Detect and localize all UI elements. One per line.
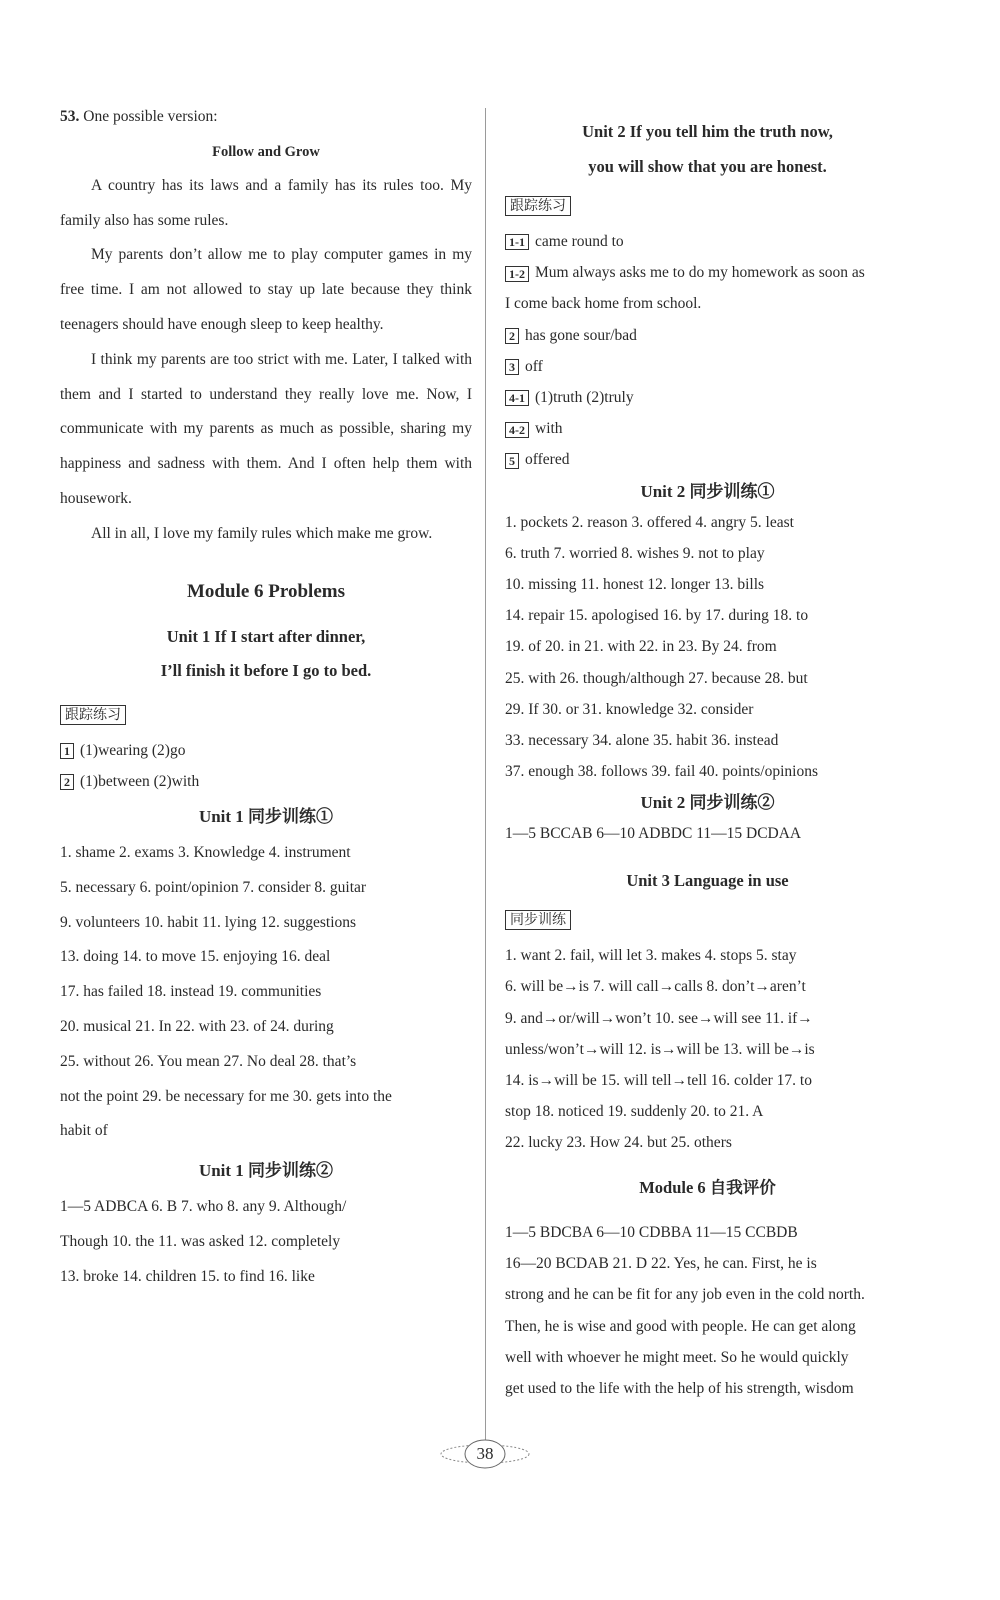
answer-line: 10. missing 11. honest 12. longer 13. bills <box>505 576 765 594</box>
answer-line: 25. without 26. You mean 27. No deal 28. that’s <box>60 1052 357 1070</box>
answer-line: 19. of 20. in 21. with 22. in 23. By 24. from <box>505 638 777 656</box>
answer-block <box>505 507 910 788</box>
essay-paragraph: A country has its laws and a family has its rules too. My family also has some rules. <box>60 176 472 229</box>
answer-line: 1 (1)wearing (2)go <box>60 735 472 766</box>
answer-line: get used to the life with the help of his strength, wisdom <box>505 1380 854 1398</box>
answer-line: 1. shame 2. exams 3. Knowledge 4. instrument <box>60 843 351 861</box>
item-box: 5 <box>505 453 519 469</box>
answer-line: Though 10. the 11. was asked 12. completely <box>60 1232 341 1250</box>
answer-line: 14. is→will be 15. will tell→tell 16. colder 17. to <box>505 1071 812 1089</box>
answer-line: 9. and→or/will→won’t 10. see→will see 11. if→ <box>505 1009 813 1027</box>
answer-line: 6. truth 7. worried 8. wishes 9. not to play <box>505 544 765 562</box>
item-box: 1-2 <box>505 266 529 282</box>
track-practice-tag: 跟踪练习 <box>60 705 126 725</box>
answer-block <box>60 836 472 1149</box>
item-box: 4-1 <box>505 390 529 406</box>
answer-line: 25. with 26. though/although 27. because 28. but <box>505 669 808 687</box>
right-column <box>505 115 910 1404</box>
unit-title: Unit 3 Language in use <box>626 870 789 890</box>
answer-line: 17. has failed 18. instead 19. communities <box>60 983 322 1001</box>
answer-line: 20. musical 21. In 22. with 23. of 24. during <box>60 1017 334 1035</box>
section-title: Unit 1 同步训练① <box>198 806 334 826</box>
answer-line: 1-2 Mum always asks me to do my homework as soon as <box>505 257 910 288</box>
page-number-text: 38 <box>476 1444 494 1463</box>
answer-line: 1—5 BCCAB 6—10 ADBDC 11—15 DCDAA <box>505 825 802 843</box>
unit-title: you will show that you are honest. <box>588 156 827 176</box>
answer-line: 13. broke 14. children 15. to find 16. like <box>60 1267 315 1285</box>
left-column <box>60 100 472 1295</box>
answer-line: 2 (1)between (2)with <box>60 766 472 797</box>
answer-line: I come back home from school. <box>505 295 702 313</box>
answer-line: 33. necessary 34. alone 35. habit 36. instead <box>505 732 779 750</box>
answer-block <box>60 1190 472 1294</box>
essay-paragraph: I think my parents are too strict with me. Later, I talked with them and I started to understand they really love me. Now, I communicate with my parents as much as possible, sharing my happiness and sadness with them. And I often help them with housework. <box>60 350 472 507</box>
page-number <box>440 1437 530 1471</box>
answer-line: unless/won’t→will 12. is→will be 13. will be→is <box>505 1040 815 1058</box>
item-box: 2 <box>60 774 74 790</box>
answer-line: 2 has gone sour/bad <box>505 320 910 351</box>
answer-line: not the point 29. be necessary for me 30. gets into the <box>60 1087 392 1105</box>
unit-title: Unit 1 If I start after dinner, <box>166 626 366 646</box>
question-53 <box>60 100 472 135</box>
sync-training-tag: 同步训练 <box>505 910 571 930</box>
question-number: 53. <box>60 108 80 125</box>
answer-line: 6. will be→is 7. will call→calls 8. don’t→aren’t <box>505 978 806 996</box>
track-practice-tag: 跟踪练习 <box>505 196 571 216</box>
answer-line: strong and he can be fit for any job even in the cold north. <box>505 1286 865 1304</box>
item-box: 2 <box>505 328 519 344</box>
essay-paragraph: All in all, I love my family rules which make me grow. <box>91 524 433 542</box>
answer-line: 3 off <box>505 351 910 382</box>
answer-line: 1-1 came round to <box>505 226 910 257</box>
answer-block <box>505 940 910 1158</box>
answer-line: 16—20 BCDAB 21. D 22. Yes, he can. First, he is <box>505 1255 817 1273</box>
essay-paragraph: My parents don’t allow me to play computer games in my free time. I am not allowed to stay up late because they think teenagers should have enough sleep to keep healthy. <box>60 246 472 333</box>
question-intro: One possible version: <box>83 108 218 125</box>
answer-block <box>505 1217 910 1404</box>
answer-line: 29. If 30. or 31. knowledge 32. consider <box>505 700 754 718</box>
answer-line: 1—5 BDCBA 6—10 CDBBA 11—15 CCBDB <box>505 1224 798 1242</box>
answer-line: Then, he is wise and good with people. He can get along <box>505 1317 856 1335</box>
item-box: 1-1 <box>505 234 529 250</box>
essay-title: Follow and Grow <box>212 143 320 160</box>
answer-line: habit of <box>60 1122 108 1140</box>
answer-line: 4-1 (1)truth (2)truly <box>505 382 910 413</box>
self-evaluation-title: Module 6 自我评价 <box>639 1177 776 1197</box>
answer-line: 14. repair 15. apologised 16. by 17. during 18. to <box>505 607 809 625</box>
item-box: 4-2 <box>505 422 529 438</box>
answer-line: 1—5 ADBCA 6. B 7. who 8. any 9. Although/ <box>60 1198 347 1216</box>
column-divider <box>485 108 486 1453</box>
unit-title: Unit 2 If you tell him the truth now, <box>582 122 833 141</box>
section-title: Unit 1 同步训练② <box>198 1161 334 1181</box>
item-box: 1 <box>60 743 74 759</box>
answer-line: 22. lucky 23. How 24. but 25. others <box>505 1134 732 1152</box>
answer-line: well with whoever he might meet. So he would quickly <box>505 1348 849 1366</box>
answer-line: 1. pockets 2. reason 3. offered 4. angry 5. least <box>505 513 794 531</box>
answer-line: 13. doing 14. to move 15. enjoying 16. deal <box>60 948 331 966</box>
answer-line: stop 18. noticed 19. suddenly 20. to 21. A <box>505 1103 764 1121</box>
answer-line: 5 offered <box>505 444 910 475</box>
answer-line: 9. volunteers 10. habit 11. lying 12. suggestions <box>60 913 357 931</box>
item-box: 3 <box>505 359 519 375</box>
answer-line: 1. want 2. fail, will let 3. makes 4. stops 5. stay <box>505 947 797 965</box>
section-title: Unit 2 同步训练① <box>640 481 775 501</box>
answer-line: 5. necessary 6. point/opinion 7. consider 8. guitar <box>60 878 367 896</box>
unit-title: I’ll finish it before I go to bed. <box>160 661 372 681</box>
section-title: Unit 2 同步训练② <box>640 793 775 813</box>
answer-line: 37. enough 38. follows 39. fail 40. points/opinions <box>505 763 819 781</box>
module-title: Module 6 Problems <box>187 580 345 602</box>
answer-line: 4-2 with <box>505 413 910 444</box>
